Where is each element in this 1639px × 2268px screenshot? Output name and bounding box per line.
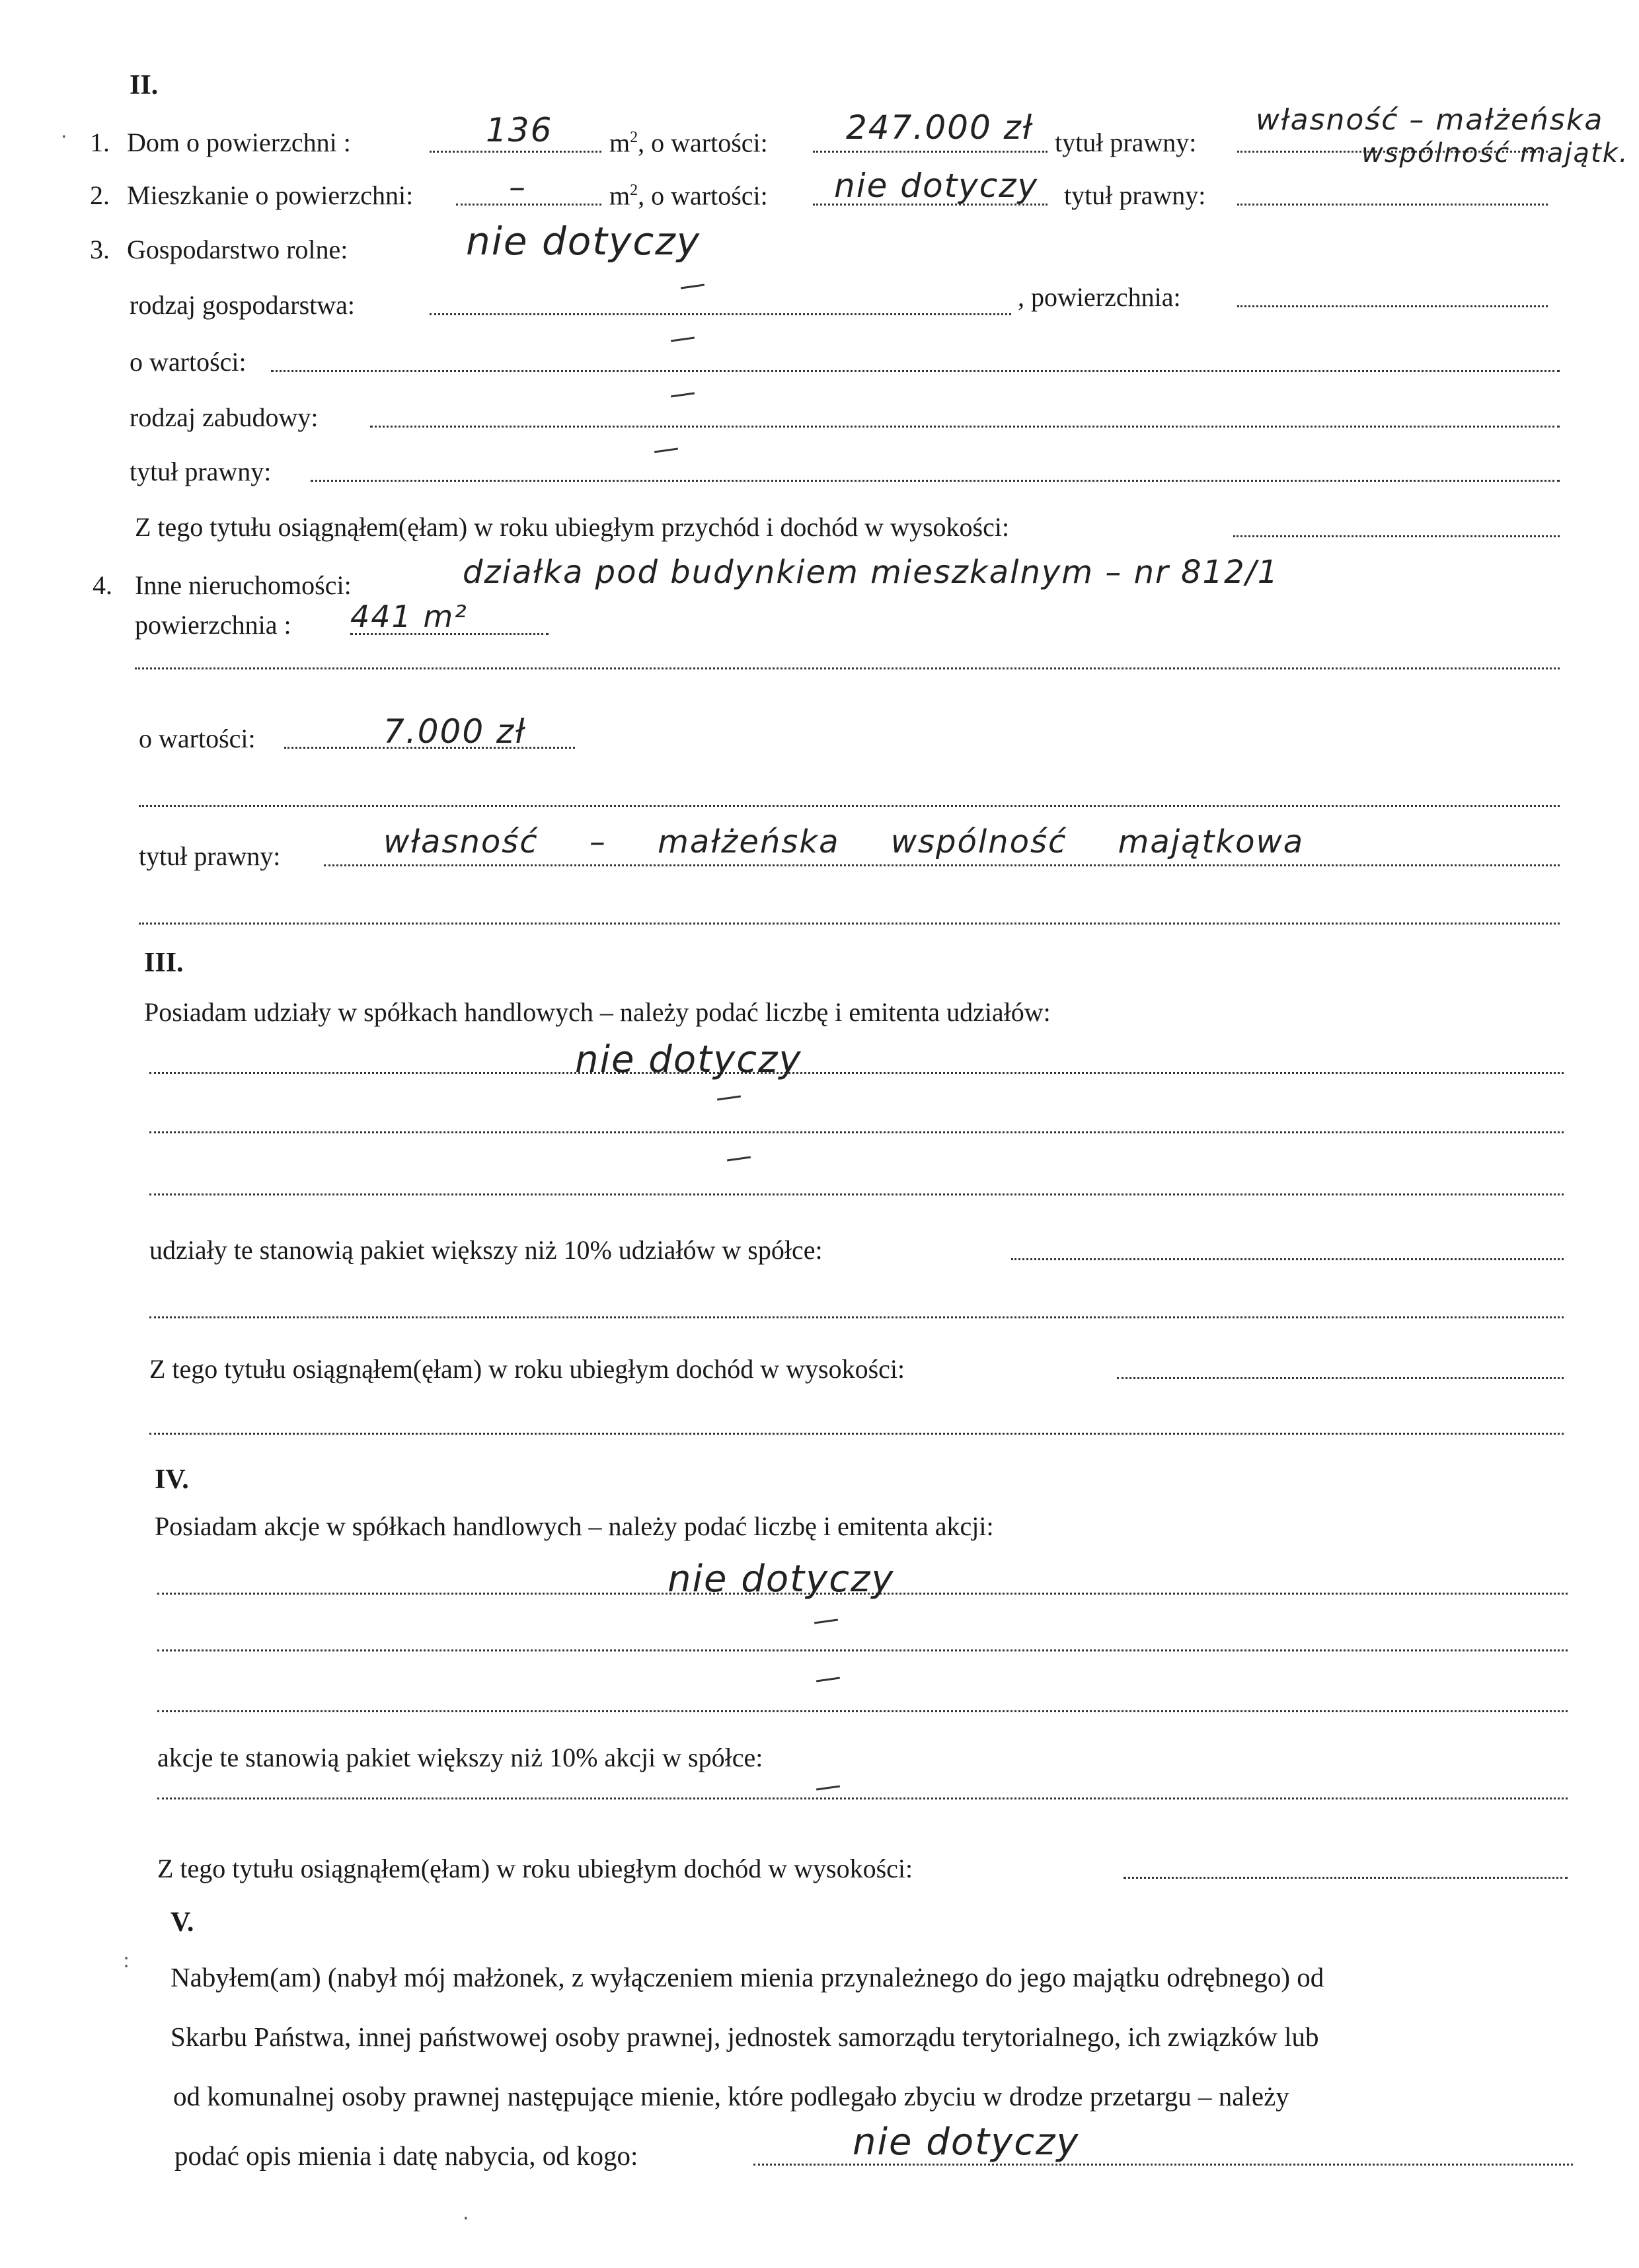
item-2-title-label: tytuł prawny: [1064,180,1206,210]
item-2-area-line [456,204,601,206]
item-4-handwritten: działka pod budynkiem mieszkalnym – nr 812/1 [463,554,1279,591]
section-4-package-label: akcje te stanowią pakiet większy niż 10% akcji w spółce: [157,1743,763,1772]
item-4-area-label: powierzchnia : [135,610,291,640]
item-1-label: Dom o powierzchni : [127,128,351,157]
item-1-value: 247.000 zł [846,108,1034,147]
section-5-line-4-field [753,2164,1573,2166]
item-2-title-line [1237,204,1548,206]
item-4-area-value: 441 m² [350,599,468,634]
item-1-number: 1. [90,128,110,157]
item-2-value: nie dotyczy [834,167,1039,205]
section-4-income-line [1124,1877,1568,1879]
item-1-title-line2: wspólność majątk. [1361,138,1629,169]
section-3-income-line [1117,1377,1564,1379]
item-4-label: Inne nieruchomości: [135,570,352,600]
item-4-number: 4. [93,570,112,600]
section-3-package-label: udziały te stanowią pakiet większy niż 10% udziałów w spółce: [149,1235,823,1265]
item-3-area-label: , powierzchnia: [1018,282,1181,312]
section-3-income-line-2 [149,1433,1564,1435]
section-3-income-label: Z tego tytułu osiągnąłem(ęłam) w roku ubiegłym dochód w wysokości: [149,1354,905,1384]
section-5-heading: V. [171,1907,194,1938]
scan-mark-colon: : [123,1949,130,1973]
section-5-line-4-value: nie dotyczy [853,2121,1080,2164]
item-3-title-label: tytuł prawny: [130,457,272,486]
section-4-stocks-line-2 [157,1649,1568,1651]
section-3-shares-line-3 [149,1193,1564,1195]
item-4-blank-line-2 [139,805,1560,807]
item-1-title-label: tytuł prawny: [1055,128,1197,157]
item-3-title-dash [654,448,678,453]
item-3-value-line [271,370,1560,372]
item-4-blank-line-3 [139,923,1560,925]
section-4-stocks-dash-2 [816,1677,840,1682]
item-3-building-dash [671,393,695,398]
section-4-stocks-value: nie dotyczy [667,1558,895,1601]
section-5-line-2: Skarbu Państwa, innej państwowej osoby prawnej, jednostek samorządu terytorialnego, ich związków lub [171,2022,1319,2052]
section-3-package-line-2 [149,1316,1564,1318]
section-4-stocks-dash-1 [814,1619,838,1624]
section-4-package-dash [816,1786,840,1791]
item-1-title-line1: własność – małżeńska [1256,103,1604,137]
item-3-building-line [370,426,1560,428]
section-3-shares-dash-2 [727,1156,751,1162]
scan-mark-dot-2: · [463,2207,469,2230]
item-4-title-label: tytuł prawny: [139,841,281,871]
item-4-blank-line-1 [135,667,1560,669]
item-3-type-line [430,313,1011,315]
item-3-area-line [1237,305,1548,307]
item-3-value-dash [671,337,695,342]
item-3-building-label: rodzaj zabudowy: [130,402,319,432]
item-1-value-line [813,151,1048,153]
section-4-heading: IV. [155,1464,189,1495]
item-1-unit: $m^2$, o wartości: [609,128,768,158]
section-3-shares-line-2 [149,1131,1564,1133]
item-1-area-value: 136 [486,111,553,149]
section-3-package-line [1011,1258,1564,1260]
section-3-heading: III. [144,948,184,978]
section-5-line-1: Nabyłem(am) (nabył mój małżonek, z wyłączeniem mienia przynależnego do jego majątku odrębnego) od [171,1962,1324,1992]
item-1-area-line [430,151,601,153]
item-3-number: 3. [90,235,110,264]
section-5-line-4-label: podać opis mienia i datę nabycia, od kogo: [174,2140,638,2171]
item-4-value: 7.000 zł [383,712,526,751]
section-2-heading: II. [130,70,159,100]
item-4-title-line [324,864,1560,866]
item-2-area-value: – [509,168,527,206]
item-3-label: Gospodarstwo rolne: [127,235,348,264]
item-3-type-label: rodzaj gospodarstwa: [130,290,356,320]
item-3-type-dash [681,284,705,289]
section-4-stocks-label: Posiadam akcje w spółkach handlowych – należy podać liczbę i emitenta akcji: [155,1511,994,1541]
item-3-handwritten: nie dotyczy [466,219,701,264]
section-4-package-line [157,1797,1568,1799]
section-3-shares-label: Posiadam udziały w spółkach handlowych – należy podać liczbę i emitenta udziałów: [144,997,1051,1027]
item-2-label: Mieszkanie o powierzchni: [127,180,414,210]
item-3-income-line [1233,535,1560,537]
section-3-shares-dash-1 [717,1096,741,1101]
item-2-unit: $m^2$, o wartości: [609,180,768,211]
section-5-line-3: od komunalnej osoby prawnej następujące mienie, które podlegało zbyciu w drodze przetargu – należy [173,2081,1289,2111]
section-3-shares-value: nie dotyczy [575,1038,802,1081]
item-4-title-value: własność – małżeńska wspólność majątkowa [383,823,1305,860]
item-3-title-line [311,480,1560,482]
section-4-income-label: Z tego tytułu osiągnąłem(ęłam) w roku ubiegłym dochód w wysokości: [157,1854,913,1883]
section-4-stocks-line-3 [157,1710,1568,1712]
item-2-number: 2. [90,180,110,210]
item-4-value-label: o wartości: [139,724,256,753]
section-3-shares-line-1 [149,1072,1564,1074]
item-3-income-label: Z tego tytułu osiągnąłem(ęłam) w roku ubiegłym przychód i dochód w wysokości: [135,512,1010,542]
item-3-value-label: o wartości: [130,347,247,377]
scan-mark-dot: · [61,126,67,149]
